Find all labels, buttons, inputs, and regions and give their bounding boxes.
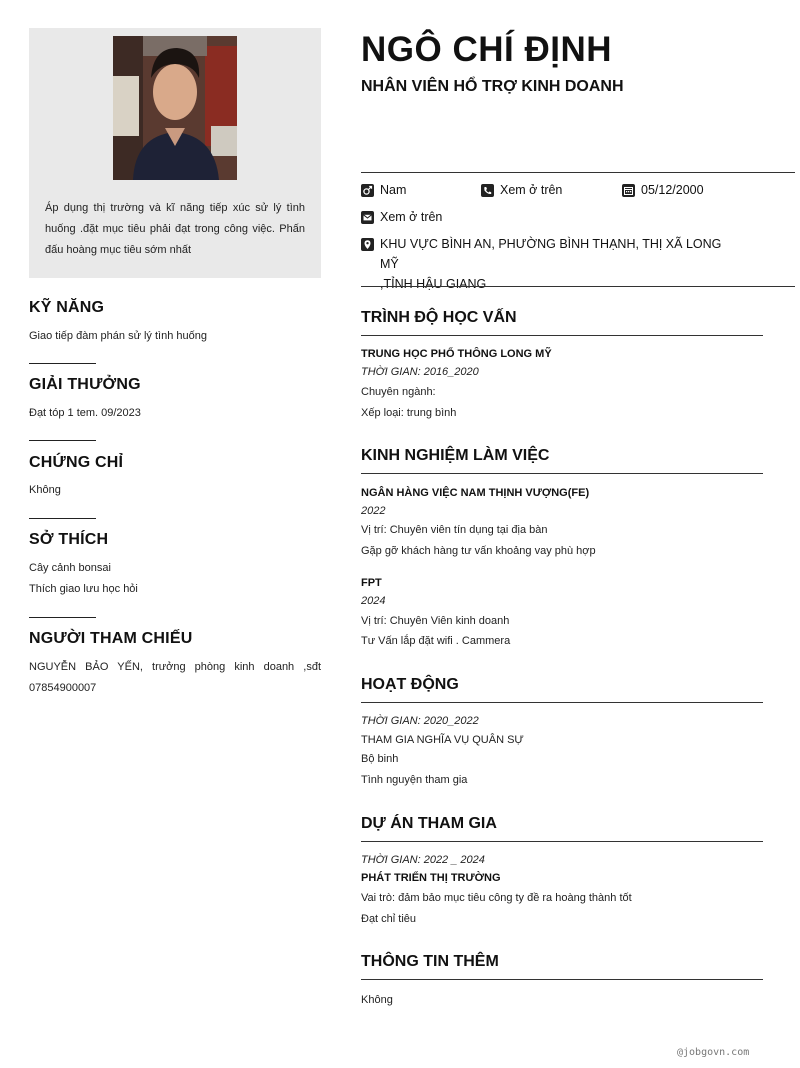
- contact-dob: [622, 183, 704, 197]
- activity-description: Tình nguyện tham gia: [361, 774, 468, 786]
- extra-info-title: THÔNG TIN THÊM: [361, 953, 499, 970]
- project-name: PHÁT TRIỂN THỊ TRƯỜNG: [361, 872, 501, 884]
- awards-title: GIẢI THƯỞNG: [29, 376, 141, 393]
- hobby-item: Cây cảnh bonsai: [29, 562, 111, 574]
- award-item: Đạt tóp 1 tem. 09/2023: [29, 407, 141, 419]
- job-title: NHÂN VIÊN HỔ TRỢ KINH DOANH: [361, 78, 624, 95]
- dob-text: 05/12/2000: [641, 183, 704, 197]
- certificates-section: [29, 454, 123, 501]
- references-section: [29, 630, 321, 699]
- job-position: Vị trí: Chuyên Viên kinh doanh: [361, 615, 510, 627]
- calendar-icon: [622, 184, 635, 197]
- email-icon: [361, 211, 374, 224]
- location-icon: [361, 238, 374, 251]
- divider: [29, 363, 96, 364]
- project-role: Vai trò: đảm bảo mục tiêu công ty đề ra hoàng thành tốt: [361, 892, 632, 904]
- projects-title: DỰ ÁN THAM GIA: [361, 815, 497, 832]
- job-company: NGÂN HÀNG VIỆC NAM THỊNH VƯỢNG(FE): [361, 487, 590, 499]
- divider: [361, 172, 795, 173]
- job-description: Tư Vấn lắp đặt wifi . Cammera: [361, 635, 511, 647]
- reference-text: NGUYỄN BẢO YẾN, trưởng phòng kinh doanh ,sđt 07854900007: [29, 661, 321, 694]
- activity-role: Bộ binh: [361, 753, 399, 765]
- hobby-item: Thích giao lưu học hỏi: [29, 583, 138, 595]
- education-major: Chuyên ngành:: [361, 386, 436, 398]
- gender-icon: [361, 184, 374, 197]
- phone-text: Xem ở trên: [500, 183, 563, 197]
- skill-item: Giao tiếp đàm phán sử lý tình huống: [29, 330, 207, 342]
- gender-text: Nam: [380, 183, 407, 197]
- phone-icon: [481, 184, 494, 197]
- contact-gender: [361, 183, 406, 197]
- profile-box: [29, 28, 321, 278]
- activities-title: HOẠT ĐỘNG: [361, 676, 459, 693]
- activity-name: THAM GIA NGHĨA VỤ QUÂN SỰ: [361, 734, 524, 746]
- address-block: [380, 234, 741, 294]
- contact-phone: [481, 183, 562, 197]
- experience-title: KINH NGHIỆM LÀM VIỆC: [361, 447, 550, 464]
- job-description: Gặp gỡ khách hàng tư vấn khoảng vay phù hợp: [361, 545, 596, 557]
- divider: [361, 286, 795, 287]
- education-time: THỜI GIAN: 2016_2020: [361, 366, 479, 378]
- hobbies-title: SỞ THÍCH: [29, 531, 109, 548]
- contact-email: [361, 210, 442, 224]
- hobbies-section: [29, 531, 138, 600]
- project-time: THỜI GIAN: 2022 _ 2024: [361, 854, 485, 866]
- education-rank: Xếp loại: trung bình: [361, 407, 457, 419]
- section-rule: [361, 979, 763, 980]
- section-rule: [361, 841, 763, 842]
- extra-info-text: Không: [361, 994, 393, 1006]
- career-objective: Áp dụng thị trường và kĩ năng tiếp xúc sử lý tình huống .đặt mục tiêu phải đạt trong công việc. Phấn đấu hoàng mục tiêu sớm nhất: [45, 202, 305, 256]
- awards-section: [29, 376, 141, 424]
- project-description: Đạt chỉ tiêu: [361, 913, 417, 925]
- job-year: 2024: [361, 595, 386, 607]
- job-position: Vị trí: Chuyên viên tín dụng tại địa bàn: [361, 524, 548, 536]
- certificate-item: Không: [29, 484, 61, 496]
- candidate-name: NGÔ CHÍ ĐỊNH: [361, 30, 612, 69]
- divider: [29, 617, 96, 618]
- skills-section: [29, 299, 207, 347]
- section-rule: [361, 702, 763, 703]
- skills-title: KỸ NĂNG: [29, 299, 105, 316]
- section-rule: [361, 335, 763, 336]
- left-column: [29, 28, 321, 694]
- divider: [29, 518, 96, 519]
- education-title: TRÌNH ĐỘ HỌC VẤN: [361, 309, 517, 326]
- watermark: @jobgovn.com: [677, 1047, 750, 1058]
- certificates-title: CHỨNG CHỈ: [29, 454, 124, 471]
- divider: [29, 440, 96, 441]
- references-title: NGƯỜI THAM CHIẾU: [29, 630, 193, 647]
- section-rule: [361, 473, 763, 474]
- school-name: TRUNG HỌC PHỔ THÔNG LONG MỸ: [361, 348, 552, 360]
- activity-time: THỜI GIAN: 2020_2022: [361, 715, 479, 727]
- email-text: Xem ở trên: [380, 210, 443, 224]
- job-company: FPT: [361, 577, 382, 589]
- address-line-2: ,TỈNH HẬU GIANG: [380, 277, 487, 291]
- address-line-1: KHU VỰC BÌNH AN, PHƯỜNG BÌNH THẠNH, THỊ XÃ LONG MỸ: [380, 237, 722, 271]
- job-year: 2022: [361, 505, 386, 517]
- avatar: [113, 36, 237, 180]
